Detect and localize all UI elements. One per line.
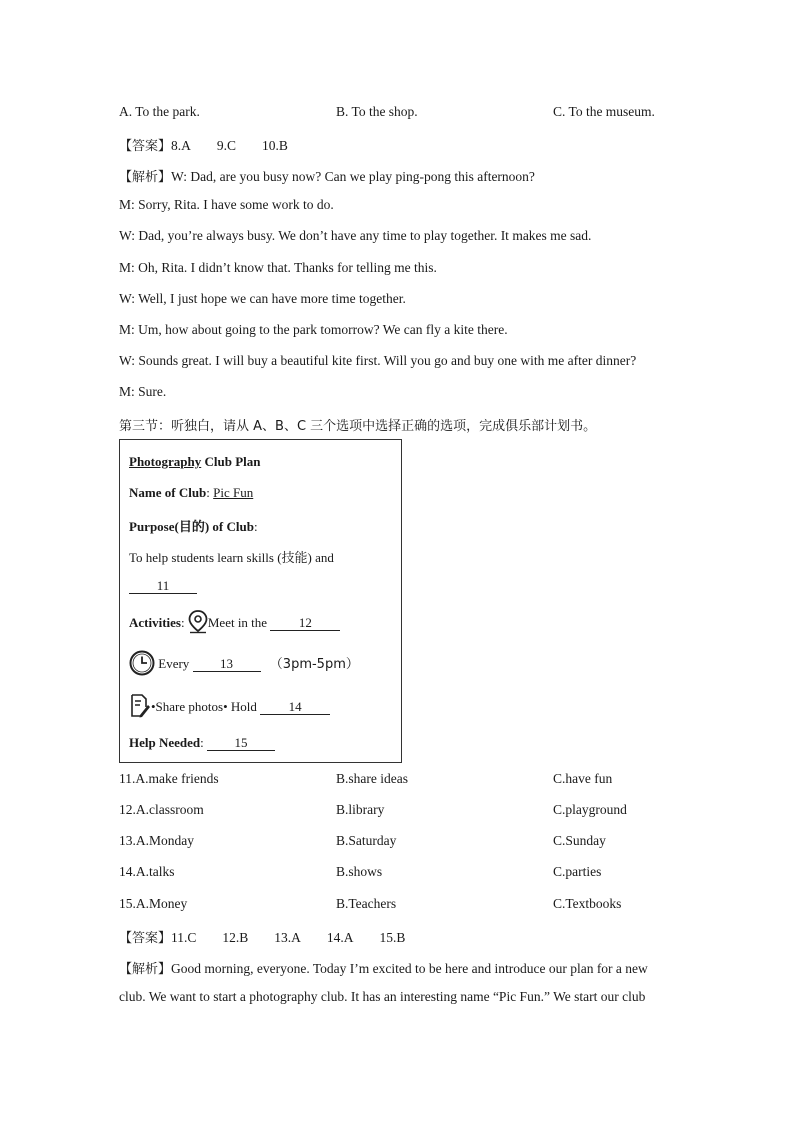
q13-option-a: 13.A.Monday <box>119 833 194 848</box>
monologue-line: Good morning, everyone. Today I’m excited to be here and introduce our plan for a new <box>171 961 648 976</box>
q10-option-b: B. To the shop. <box>336 104 418 119</box>
answer-item: 14.A <box>326 930 354 945</box>
q13-option-b: B.Saturday <box>336 833 397 848</box>
plan-blank-11-row <box>129 578 197 594</box>
plan-title-rest: Club Plan <box>201 454 261 469</box>
q12-option-a: 12.A.classroom <box>119 802 204 817</box>
dialogue-line: M: Sorry, Rita. I have some work to do. <box>119 197 334 212</box>
q12-option-b: B.library <box>336 802 385 817</box>
edit-document-icon <box>129 693 151 723</box>
q14-option-a: 14.A.talks <box>119 864 175 879</box>
answer-item: 13.A <box>274 930 301 945</box>
section3-instruction: 第三节：听独白，请从 A、B、C 三个选项中选择正确的选项，完成俱乐部计划书。 <box>119 419 597 434</box>
answer-item: 10.B <box>262 138 288 153</box>
plan-name-label: Name of Club <box>129 485 207 500</box>
q15-option-c: C.Textbooks <box>553 896 622 911</box>
analysis-line <box>119 166 535 185</box>
share-text: •Share photos• Hold <box>151 698 257 714</box>
blank-12: 12 <box>270 616 340 631</box>
blank-15: 15 <box>207 736 275 751</box>
q10-option-a: A. To the park. <box>119 104 200 119</box>
plan-title-underlined: Photography <box>129 454 202 469</box>
q10-option-c: C. To the museum. <box>553 104 655 119</box>
q11-option-a: 11.A.make friends <box>119 771 219 786</box>
q15-option-b: B.Teachers <box>336 896 397 911</box>
q12-option-c: C.playground <box>553 802 627 817</box>
dialogue-line: W: Sounds great. I will buy a beautiful kite first. Will you go and buy one with me after dinner? <box>119 353 637 368</box>
plan-activities-label: Activities <box>129 614 181 630</box>
monologue-line: club. We want to start a photography club. It has an interesting name “Pic Fun.” We start our club <box>119 989 646 1004</box>
dialogue-line: M: Um, how about going to the park tomorrow? We can fly a kite there. <box>119 322 508 337</box>
dialogue-line: W: Well, I just hope we can have more time together. <box>119 291 406 306</box>
plan-name-row: Name of Club: Pic Fun <box>129 485 254 500</box>
clock-icon <box>129 650 155 680</box>
meet-text: Meet in the <box>207 614 268 630</box>
plan-activities-row: Activities: Meet in the 12 <box>129 610 340 638</box>
blank-14: 14 <box>260 700 330 715</box>
analysis-line <box>119 958 648 977</box>
analysis-label: 【解析】 <box>119 962 172 977</box>
dialogue-line: W: Dad, are you busy now? Can we play ping-pong this afternoon? <box>171 169 535 184</box>
analysis-label: 【解析】 <box>119 170 172 185</box>
plan-purpose-row: Purpose(目的) of Club: <box>129 519 258 534</box>
answer-item: 11.C <box>171 930 197 945</box>
dialogue-line: M: Oh, Rita. I didn’t know that. Thanks for telling me this. <box>119 260 437 275</box>
time-text: （3pm-5pm） <box>269 656 359 672</box>
q15-option-a: 15.A.Money <box>119 896 188 911</box>
answer-label: 【答案】 <box>119 139 172 154</box>
plan-purpose-text: To help students learn skills (技能) and <box>129 550 334 565</box>
location-pin-icon <box>188 610 208 638</box>
plan-every-row <box>129 650 359 680</box>
blank-13: 13 <box>193 657 261 672</box>
plan-help-row: Help Needed: 15 <box>129 735 275 751</box>
q11-option-b: B.share ideas <box>336 771 408 786</box>
dialogue-line: W: Dad, you’re always busy. We don’t have any time to play together. It makes me sad. <box>119 228 592 243</box>
plan-title <box>129 454 260 470</box>
plan-share-row <box>129 693 330 723</box>
plan-name-value: Pic Fun <box>213 485 254 500</box>
answer-line-8-10 <box>119 135 288 154</box>
every-text: Every <box>158 655 190 671</box>
q13-option-c: C.Sunday <box>553 833 606 848</box>
plan-help-label: Help Needed <box>129 735 201 750</box>
q14-option-b: B.shows <box>336 864 383 879</box>
blank-11: 11 <box>129 579 197 594</box>
q14-option-c: C.parties <box>553 864 602 879</box>
q11-option-c: C.have fun <box>553 771 613 786</box>
plan-purpose-label: Purpose(目的) of Club <box>129 519 254 534</box>
answer-item: 12.B <box>222 930 249 945</box>
answer-item: 9.C <box>216 138 237 153</box>
answer-label: 【答案】 <box>119 931 172 946</box>
club-plan-box <box>119 439 402 763</box>
answer-item: 15.B <box>379 930 406 945</box>
dialogue-line: M: Sure. <box>119 384 167 399</box>
answer-item: 8.A <box>171 138 191 153</box>
answer-line-11-15 <box>119 927 405 946</box>
